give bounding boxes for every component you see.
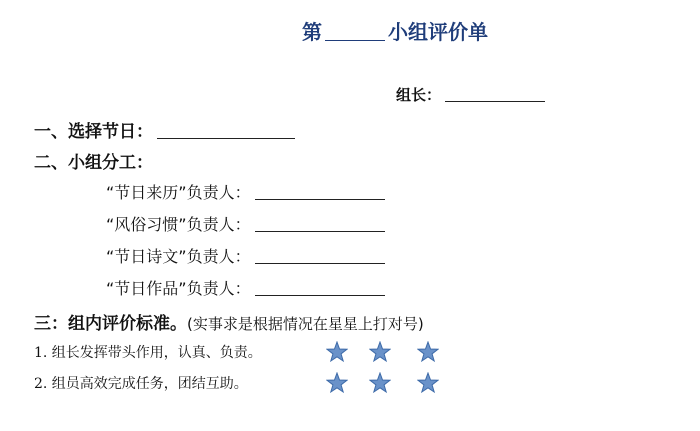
role-blank[interactable] — [255, 249, 385, 264]
group-number-blank[interactable] — [325, 22, 385, 41]
criteria-hint: (实事求是根据情况在星星上打对号) — [187, 315, 424, 333]
role-label: “节日来历”负责人： — [106, 183, 251, 202]
role-label: “风俗习惯”负责人： — [106, 215, 251, 234]
role-blank[interactable] — [255, 281, 385, 296]
title-prefix: 第 — [302, 20, 322, 44]
star-icon[interactable] — [369, 372, 391, 394]
role-blank[interactable] — [255, 185, 385, 200]
role-row-works — [106, 276, 385, 299]
select-festival-blank[interactable] — [157, 124, 295, 139]
role-blank[interactable] — [255, 217, 385, 232]
criterion-2: 2. 组员高效完成任务，团结互助。 — [34, 376, 248, 392]
criteria-heading-label: 三：组内评价标准。 — [34, 314, 187, 334]
group-leader-row — [396, 84, 545, 105]
role-row-origin — [106, 180, 385, 203]
criteria-heading — [34, 309, 424, 334]
page-title — [302, 16, 488, 45]
title-suffix: 小组评价单 — [388, 20, 488, 44]
select-festival-row — [34, 117, 295, 142]
star-icon[interactable] — [417, 372, 439, 394]
star-icon[interactable] — [326, 372, 348, 394]
role-row-customs — [106, 212, 385, 235]
group-leader-blank[interactable] — [445, 87, 545, 102]
division-heading: 二、小组分工： — [34, 153, 153, 173]
select-festival-label: 一、选择节日： — [34, 122, 153, 142]
star-icon[interactable] — [326, 341, 348, 363]
group-leader-label: 组长： — [396, 86, 442, 104]
role-row-poems — [106, 244, 385, 267]
role-label: “节日作品”负责人： — [106, 279, 251, 298]
role-label: “节日诗文”负责人： — [106, 247, 251, 266]
star-icon[interactable] — [417, 341, 439, 363]
criterion-1: 1. 组长发挥带头作用，认真、负责。 — [34, 345, 262, 361]
star-icon[interactable] — [369, 341, 391, 363]
